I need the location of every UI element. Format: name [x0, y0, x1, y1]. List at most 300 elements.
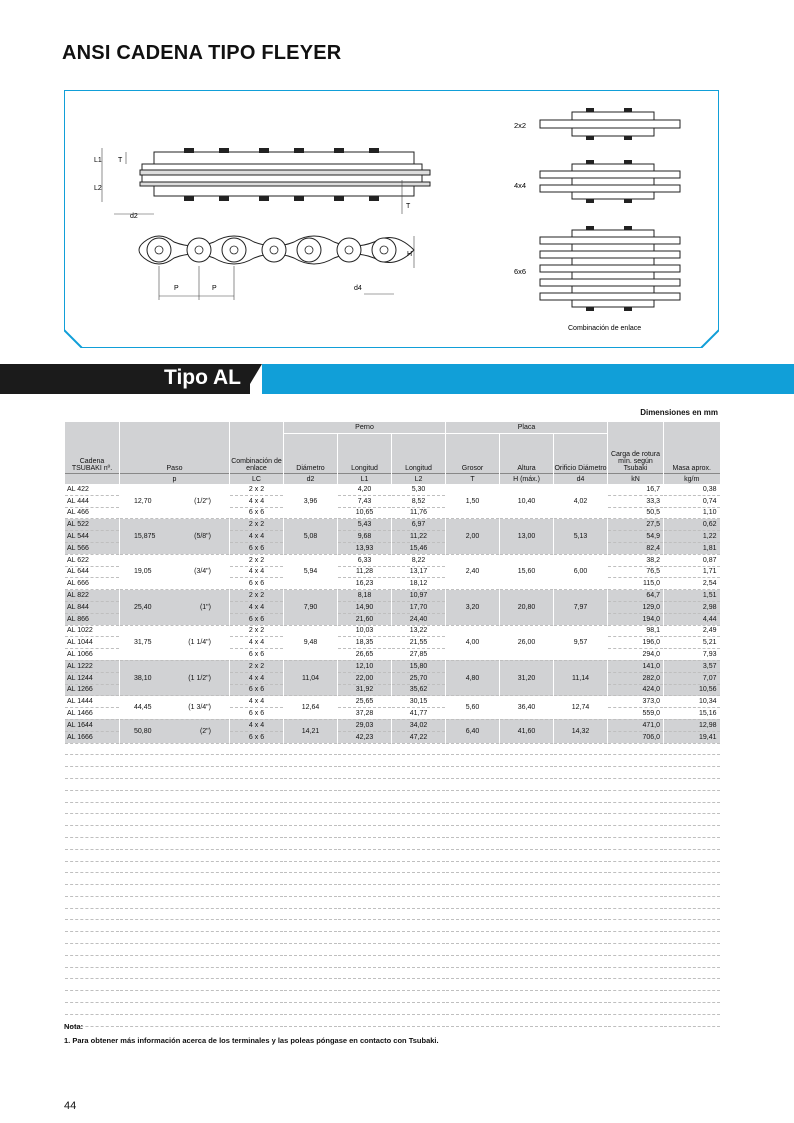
- cell-empty: [230, 1014, 284, 1026]
- cell-empty: [230, 814, 284, 826]
- cell-empty: [446, 932, 500, 944]
- cell-empty: [230, 849, 284, 861]
- table-row-empty: [65, 837, 720, 849]
- cell-empty: [608, 743, 664, 755]
- cell-empty: [230, 979, 284, 991]
- cell-empty: [284, 790, 338, 802]
- cell-empty: [608, 826, 664, 838]
- cell-empty: [338, 991, 392, 1003]
- cell-length2: 15,80: [392, 660, 446, 672]
- cell-empty: [120, 1014, 230, 1026]
- cell-load: 38,2: [608, 554, 664, 566]
- cell-length1: 42,23: [338, 731, 392, 743]
- cell-combination: 6 x 6: [230, 731, 284, 743]
- cell-empty: [120, 944, 230, 956]
- label-p-2: P: [212, 285, 217, 292]
- cell-empty: [338, 896, 392, 908]
- cell-empty: [446, 979, 500, 991]
- table-row: [65, 719, 720, 731]
- cell-diameter: 5,08: [284, 519, 338, 554]
- cell-length1: 25,65: [338, 696, 392, 708]
- cell-combination: 2 x 2: [230, 625, 284, 637]
- cell-empty: [446, 885, 500, 897]
- cell-empty: [446, 944, 500, 956]
- cell-empty: [500, 849, 554, 861]
- cell-empty: [338, 837, 392, 849]
- cell-empty: [500, 1014, 554, 1026]
- cell-empty: [500, 743, 554, 755]
- cell-empty: [664, 755, 720, 767]
- cell-load: 196,0: [608, 637, 664, 649]
- table-row-empty: [65, 790, 720, 802]
- cell-length2: 34,02: [392, 719, 446, 731]
- cell-empty: [338, 743, 392, 755]
- cell-combination: 4 x 4: [230, 495, 284, 507]
- cell-empty: [446, 873, 500, 885]
- cell-empty: [392, 908, 446, 920]
- table-row-empty: [65, 861, 720, 873]
- table-row-empty: [65, 873, 720, 885]
- cell-empty: [554, 1014, 608, 1026]
- table-row-empty: [65, 979, 720, 991]
- cell-empty: [284, 778, 338, 790]
- pitch-inch: (5/8"): [194, 533, 211, 541]
- table-row: [65, 660, 720, 672]
- cell-empty: [664, 908, 720, 920]
- cell-empty: [500, 932, 554, 944]
- cell-empty: [392, 991, 446, 1003]
- cell-empty: [120, 885, 230, 897]
- cell-empty: [338, 790, 392, 802]
- table-row-empty: [65, 932, 720, 944]
- cell-empty: [284, 979, 338, 991]
- cell-length2: 21,55: [392, 637, 446, 649]
- cell-empty: [65, 873, 120, 885]
- cell-length2: 35,62: [392, 684, 446, 696]
- cell-pitch: [120, 719, 230, 743]
- cell-empty: [446, 967, 500, 979]
- cell-empty: [230, 908, 284, 920]
- table-row-empty: [65, 849, 720, 861]
- cell-empty: [338, 873, 392, 885]
- pitch-inch: (1 3/4"): [188, 704, 211, 712]
- cell-length2: 11,76: [392, 507, 446, 519]
- cell-empty: [338, 967, 392, 979]
- cell-combination: 2 x 2: [230, 554, 284, 566]
- cell-empty: [392, 944, 446, 956]
- cell-length2: 8,52: [392, 495, 446, 507]
- cell-empty: [554, 778, 608, 790]
- cell-chain: AL 1022: [65, 625, 120, 637]
- cell-empty: [608, 861, 664, 873]
- cell-load: 141,0: [608, 660, 664, 672]
- cell-empty: [664, 944, 720, 956]
- cell-empty: [500, 944, 554, 956]
- cell-hole: 5,13: [554, 519, 608, 554]
- cell-empty: [554, 802, 608, 814]
- unit-chain: [65, 474, 120, 485]
- group-header-pin: Perno: [284, 422, 446, 434]
- label-combo-2x2: 2x2: [514, 121, 527, 130]
- cell-empty: [446, 955, 500, 967]
- section-band: [0, 364, 794, 394]
- cell-length2: 13,22: [392, 625, 446, 637]
- cell-empty: [392, 802, 446, 814]
- dimensions-note: Dimensiones en mm: [640, 408, 718, 417]
- cell-empty: [120, 873, 230, 885]
- unit-load: kN: [608, 474, 664, 485]
- cell-empty: [65, 826, 120, 838]
- cell-height: 15,60: [500, 554, 554, 589]
- cell-empty: [284, 885, 338, 897]
- pitch-mm: 44,45: [134, 704, 152, 712]
- cell-empty: [554, 837, 608, 849]
- cell-empty: [230, 802, 284, 814]
- unit-pitch: p: [120, 474, 230, 485]
- cell-empty: [554, 826, 608, 838]
- cell-empty: [554, 979, 608, 991]
- cell-empty: [230, 743, 284, 755]
- cell-chain: AL 1444: [65, 696, 120, 708]
- cell-mass: 2,98: [664, 601, 720, 613]
- unit-thickness: T: [446, 474, 500, 485]
- cell-empty: [120, 778, 230, 790]
- cell-hole: 7,97: [554, 590, 608, 625]
- cell-empty: [120, 790, 230, 802]
- cell-empty: [500, 885, 554, 897]
- cell-empty: [338, 826, 392, 838]
- cell-empty: [664, 979, 720, 991]
- cell-empty: [284, 920, 338, 932]
- label-combo-4x4: 4x4: [514, 181, 527, 190]
- cell-combination: 2 x 2: [230, 660, 284, 672]
- table-row-empty: [65, 885, 720, 897]
- cell-load: 27,5: [608, 519, 664, 531]
- pitch-mm: 38,10: [134, 674, 152, 682]
- cell-empty: [392, 790, 446, 802]
- cell-mass: 1,71: [664, 566, 720, 578]
- cell-empty: [554, 861, 608, 873]
- cell-empty: [120, 955, 230, 967]
- table-row-empty: [65, 1003, 720, 1015]
- cell-empty: [500, 991, 554, 1003]
- pitch-inch: (1/2"): [194, 497, 211, 505]
- cell-mass: 4,44: [664, 613, 720, 625]
- unit-diameter: d2: [284, 474, 338, 485]
- cell-combination: 6 x 6: [230, 708, 284, 720]
- cell-empty: [608, 1014, 664, 1026]
- band-blue-part: [262, 364, 794, 394]
- cell-empty: [338, 944, 392, 956]
- cell-empty: [608, 979, 664, 991]
- cell-empty: [608, 849, 664, 861]
- cell-empty: [65, 920, 120, 932]
- cell-mass: 1,22: [664, 531, 720, 543]
- cell-load: 98,1: [608, 625, 664, 637]
- col-header-height: Altura: [500, 434, 554, 474]
- cell-length1: 5,43: [338, 519, 392, 531]
- cell-empty: [284, 908, 338, 920]
- cell-empty: [446, 908, 500, 920]
- cell-diameter: 3,96: [284, 484, 338, 519]
- cell-length1: 37,28: [338, 708, 392, 720]
- cell-empty: [230, 991, 284, 1003]
- table-row-empty: [65, 814, 720, 826]
- cell-empty: [284, 932, 338, 944]
- cell-empty: [608, 778, 664, 790]
- cell-empty: [120, 967, 230, 979]
- cell-mass: 5,21: [664, 637, 720, 649]
- cell-empty: [446, 861, 500, 873]
- cell-empty: [500, 896, 554, 908]
- cell-empty: [120, 920, 230, 932]
- cell-combination: 2 x 2: [230, 484, 284, 495]
- cell-length2: 11,22: [392, 531, 446, 543]
- cell-empty: [500, 755, 554, 767]
- cell-mass: 10,56: [664, 684, 720, 696]
- cell-hole: 6,00: [554, 554, 608, 589]
- cell-empty: [608, 790, 664, 802]
- label-h: H: [407, 251, 413, 258]
- cell-thickness: 2,40: [446, 554, 500, 589]
- cell-empty: [120, 826, 230, 838]
- cell-length2: 30,15: [392, 696, 446, 708]
- cell-length1: 9,68: [338, 531, 392, 543]
- col-header-mass: Masa aprox.: [664, 422, 720, 474]
- cell-load: 294,0: [608, 649, 664, 661]
- cell-chain: AL 422: [65, 484, 120, 495]
- cell-empty: [284, 944, 338, 956]
- cell-pitch: [120, 484, 230, 519]
- cell-length2: 10,97: [392, 590, 446, 602]
- col-header-length1: Longitud: [338, 434, 392, 474]
- cell-hole: 14,32: [554, 719, 608, 743]
- cell-empty: [338, 955, 392, 967]
- cell-empty: [664, 1003, 720, 1015]
- cell-empty: [338, 849, 392, 861]
- cell-length2: 5,30: [392, 484, 446, 495]
- cell-empty: [554, 944, 608, 956]
- cell-length2: 27,85: [392, 649, 446, 661]
- cell-chain: AL 444: [65, 495, 120, 507]
- cell-empty: [338, 755, 392, 767]
- table-row-empty: [65, 767, 720, 779]
- cell-load: 373,0: [608, 696, 664, 708]
- cell-load: 706,0: [608, 731, 664, 743]
- cell-empty: [446, 802, 500, 814]
- cell-empty: [338, 932, 392, 944]
- cell-empty: [392, 814, 446, 826]
- cell-empty: [554, 967, 608, 979]
- cell-empty: [65, 861, 120, 873]
- cell-empty: [392, 885, 446, 897]
- cell-empty: [284, 967, 338, 979]
- cell-mass: 7,93: [664, 649, 720, 661]
- cell-empty: [446, 755, 500, 767]
- cell-combination: 4 x 4: [230, 637, 284, 649]
- table-row: [65, 484, 720, 495]
- col-header-length2: Longitud: [392, 434, 446, 474]
- cell-empty: [664, 814, 720, 826]
- page-number: 44: [64, 1100, 77, 1112]
- cell-empty: [392, 920, 446, 932]
- pitch-mm: 19,05: [134, 568, 152, 576]
- cell-empty: [338, 920, 392, 932]
- cell-combination: 4 x 4: [230, 531, 284, 543]
- cell-empty: [65, 885, 120, 897]
- cell-combination: 6 x 6: [230, 542, 284, 554]
- cell-empty: [338, 979, 392, 991]
- cell-empty: [664, 1014, 720, 1026]
- cell-empty: [230, 778, 284, 790]
- cell-empty: [284, 861, 338, 873]
- cell-empty: [446, 826, 500, 838]
- cell-empty: [65, 896, 120, 908]
- cell-empty: [392, 932, 446, 944]
- cell-length1: 26,65: [338, 649, 392, 661]
- table-row-empty: [65, 802, 720, 814]
- cell-chain: AL 866: [65, 613, 120, 625]
- cell-thickness: 5,60: [446, 696, 500, 720]
- cell-length1: 4,20: [338, 484, 392, 495]
- unit-height: H (máx.): [500, 474, 554, 485]
- cell-load: 129,0: [608, 601, 664, 613]
- cell-mass: 10,34: [664, 696, 720, 708]
- unit-combination: LC: [230, 474, 284, 485]
- cell-mass: 2,54: [664, 578, 720, 590]
- cell-empty: [446, 1014, 500, 1026]
- table-row-empty: [65, 755, 720, 767]
- label-combo-6x6: 6x6: [514, 267, 527, 276]
- cell-empty: [446, 814, 500, 826]
- cell-empty: [664, 991, 720, 1003]
- cell-load: 194,0: [608, 613, 664, 625]
- cell-empty: [446, 767, 500, 779]
- cell-length1: 31,92: [338, 684, 392, 696]
- cell-empty: [664, 826, 720, 838]
- cell-mass: 12,98: [664, 719, 720, 731]
- cell-empty: [446, 778, 500, 790]
- diagram-drawing: [64, 90, 719, 348]
- cell-empty: [664, 955, 720, 967]
- cell-thickness: 4,00: [446, 625, 500, 660]
- cell-empty: [664, 790, 720, 802]
- cell-empty: [120, 1003, 230, 1015]
- cell-chain: AL 1666: [65, 731, 120, 743]
- cell-empty: [392, 755, 446, 767]
- cell-empty: [500, 967, 554, 979]
- cell-thickness: 2,00: [446, 519, 500, 554]
- group-header-plate: Placa: [446, 422, 608, 434]
- cell-empty: [608, 920, 664, 932]
- cell-empty: [664, 967, 720, 979]
- cell-empty: [664, 778, 720, 790]
- table-row-empty: [65, 1014, 720, 1026]
- cell-length1: 16,23: [338, 578, 392, 590]
- cell-diameter: 11,04: [284, 660, 338, 695]
- cell-length1: 13,93: [338, 542, 392, 554]
- cell-load: 54,9: [608, 531, 664, 543]
- table-row: [65, 625, 720, 637]
- unit-length1: L1: [338, 474, 392, 485]
- cell-empty: [554, 849, 608, 861]
- cell-load: 82,4: [608, 542, 664, 554]
- col-header-chain: Cadena TSUBAKI nº.: [65, 422, 120, 474]
- cell-empty: [338, 778, 392, 790]
- table-row-empty: [65, 908, 720, 920]
- cell-hole: 12,74: [554, 696, 608, 720]
- cell-empty: [664, 861, 720, 873]
- cell-empty: [500, 1003, 554, 1015]
- cell-empty: [500, 814, 554, 826]
- cell-empty: [446, 920, 500, 932]
- cell-empty: [65, 1003, 120, 1015]
- cell-load: 64,7: [608, 590, 664, 602]
- cell-empty: [230, 932, 284, 944]
- cell-height: 41,60: [500, 719, 554, 743]
- cell-empty: [65, 908, 120, 920]
- cell-empty: [392, 778, 446, 790]
- cell-empty: [664, 743, 720, 755]
- cell-length1: 8,18: [338, 590, 392, 602]
- cell-empty: [284, 873, 338, 885]
- cell-empty: [664, 802, 720, 814]
- cell-empty: [554, 743, 608, 755]
- cell-empty: [554, 955, 608, 967]
- pitch-inch: (1 1/2"): [188, 674, 211, 682]
- cell-pitch: [120, 590, 230, 625]
- cell-height: 10,40: [500, 484, 554, 519]
- cell-empty: [284, 896, 338, 908]
- cell-length2: 25,70: [392, 672, 446, 684]
- label-l2: L2: [94, 185, 102, 192]
- cell-empty: [338, 767, 392, 779]
- cell-empty: [446, 837, 500, 849]
- cell-hole: 4,02: [554, 484, 608, 519]
- cell-empty: [608, 896, 664, 908]
- cell-empty: [664, 932, 720, 944]
- cell-chain: AL 844: [65, 601, 120, 613]
- cell-empty: [554, 873, 608, 885]
- cell-empty: [554, 755, 608, 767]
- cell-chain: AL 644: [65, 566, 120, 578]
- cell-empty: [608, 814, 664, 826]
- table-row-empty: [65, 955, 720, 967]
- cell-empty: [392, 826, 446, 838]
- cell-chain: AL 522: [65, 519, 120, 531]
- cell-diameter: 14,21: [284, 719, 338, 743]
- cell-mass: 0,87: [664, 554, 720, 566]
- cell-mass: 2,49: [664, 625, 720, 637]
- cell-empty: [284, 755, 338, 767]
- cell-empty: [284, 767, 338, 779]
- cell-length1: 7,43: [338, 495, 392, 507]
- cell-hole: 11,14: [554, 660, 608, 695]
- cell-empty: [120, 755, 230, 767]
- cell-empty: [608, 908, 664, 920]
- cell-length2: 47,22: [392, 731, 446, 743]
- cell-empty: [392, 861, 446, 873]
- cell-empty: [230, 767, 284, 779]
- section-title: Tipo AL: [164, 366, 241, 389]
- unit-length2: L2: [392, 474, 446, 485]
- cell-empty: [284, 1014, 338, 1026]
- col-header-combination: Combinación de enlace: [230, 422, 284, 474]
- cell-empty: [500, 837, 554, 849]
- cell-load: 559,0: [608, 708, 664, 720]
- cell-mass: 15,16: [664, 708, 720, 720]
- cell-empty: [230, 1003, 284, 1015]
